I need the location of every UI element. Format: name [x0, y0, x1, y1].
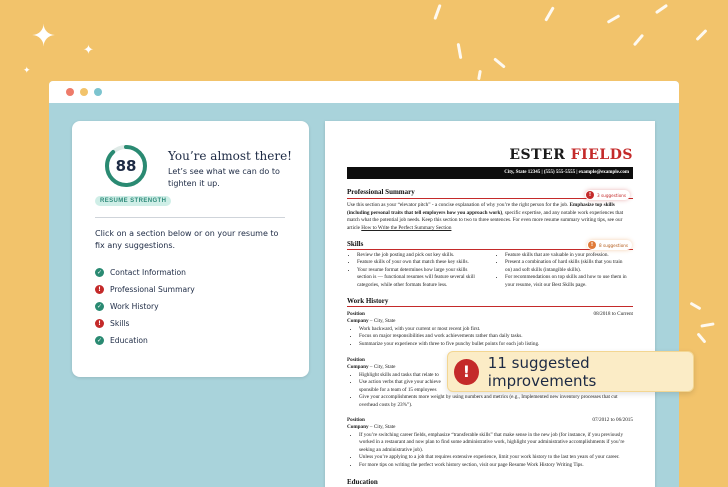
- list-item: • Review the job posting and pick out key skills.: [357, 252, 479, 259]
- list-item: • Feature skills that are valuable in your profession.: [505, 252, 627, 259]
- job-heading: [347, 311, 395, 326]
- window-minimize-dot[interactable]: [80, 88, 88, 96]
- job-position: Position: [347, 357, 365, 363]
- section-item-work-history[interactable]: [95, 298, 195, 315]
- decorative-dash: [633, 34, 644, 47]
- score-subline: Let’s see what we can do to tighten it up.: [168, 167, 280, 188]
- job-location: – City, State: [369, 424, 396, 431]
- sparkle-icon: ✦: [83, 43, 94, 58]
- list-item: • Summarize your experience with three to five punchy bullet points for each job listing.: [359, 341, 637, 348]
- resume-name: [509, 147, 633, 163]
- summary-text: Use this section as your “elevator pitch” - a concise explanation of why you’re the right person for the job.: [347, 202, 569, 208]
- skills-left-column[interactable]: [347, 252, 479, 289]
- decorative-dash: [477, 70, 482, 80]
- decorative-dash: [457, 43, 463, 59]
- decorative-dash: [700, 322, 714, 327]
- list-item: • Present a combination of hard skills (skills that you train on) and soft skills (intangible skills).: [505, 259, 627, 274]
- check-icon: ✓: [96, 268, 103, 276]
- list-item: • If you’re switching career fields, emphasize “transferable skills” that make sense in the new job (for instance, if you previously worked in a restaurant and now plan to find some administrative work, highlight your administrative accomplishments if you’re seeking an administrative job).: [359, 432, 637, 454]
- section-label: Skills: [110, 319, 130, 328]
- first-name: ESTER: [509, 147, 566, 163]
- job-company: Company: [347, 424, 369, 431]
- section-label: Education: [110, 336, 148, 345]
- job-company: Company: [347, 364, 369, 371]
- list-item: sponsible for a team of 15 employees: [359, 386, 437, 393]
- decorative-dash: [655, 4, 668, 14]
- alert-icon: !: [95, 285, 104, 294]
- sparkle-icon: ✦: [31, 19, 57, 54]
- last-name: FIELDS: [570, 147, 633, 163]
- suggestions-count: 8 suggestions: [599, 242, 629, 248]
- job-company: Company: [347, 318, 369, 325]
- alert-icon: !: [586, 191, 594, 199]
- summary-link[interactable]: How to Write the Perfect Summary Section: [361, 224, 452, 231]
- list-item: • For recommendations on top skills and how to use them in your resume, visit our Best Skills page.: [505, 274, 627, 289]
- decorative-dash: [544, 6, 555, 21]
- section-item-education[interactable]: [95, 332, 195, 349]
- check-icon: ✓: [96, 302, 103, 310]
- list-item: • Give your accomplishments more weight by using numbers and metrics (e.g., Implemented new inventory processes that cut overhead costs by 23%”).: [359, 394, 637, 409]
- instruction-text: Click on a section below or on your resume to fix any suggestions.: [95, 229, 279, 250]
- job-position: Position: [347, 417, 365, 423]
- suggested-improvements-callout[interactable]: [447, 351, 694, 392]
- list-item: • Your resume format determines how large your skills section is — functional resumes will feature several skill categories, while other formats feature less.: [357, 267, 479, 289]
- job-dates: 08/2018 to Current: [593, 311, 633, 317]
- summary-suggestions-badge[interactable]: [585, 190, 630, 200]
- score-ring: [103, 143, 149, 189]
- suggestions-count: 3 suggestions: [597, 192, 627, 198]
- summary-title[interactable]: Professional Summary: [347, 188, 415, 196]
- section-list: [95, 264, 195, 349]
- section-label: Contact Information: [110, 268, 186, 277]
- list-item: • Highlight skills and tasks that relate to: [359, 372, 637, 379]
- score-value: 88: [115, 157, 137, 175]
- window-maximize-dot[interactable]: [94, 88, 102, 96]
- job-location: – City, State: [369, 318, 396, 325]
- list-item: • Work backward, with your current or most recent job first.: [359, 326, 637, 333]
- section-item-skills[interactable]: [95, 315, 195, 332]
- resume-strength-badge: RESUME STRENGTH: [95, 196, 171, 206]
- section-item-professional-summary[interactable]: [95, 281, 195, 298]
- sparkle-icon: ✦: [23, 66, 31, 76]
- check-icon: ✓: [96, 336, 103, 344]
- job-bullets[interactable]: [347, 326, 637, 348]
- job-dates: 07/2012 to 06/2015: [592, 417, 633, 423]
- contact-bar[interactable]: City, State 12345 | (555) 555-5555 | example@example.com: [347, 167, 633, 179]
- list-item: • Feature skills of your own that match these key skills.: [357, 259, 479, 266]
- job-heading: [347, 417, 395, 432]
- alert-icon: !: [588, 241, 596, 249]
- list-item: • Use action verbs that give your achieve: [359, 379, 637, 386]
- decorative-dash: [690, 302, 702, 311]
- alert-icon: !: [95, 319, 104, 328]
- decorative-dash: [433, 4, 441, 20]
- decorative-dash: [607, 14, 621, 24]
- section-label: Professional Summary: [110, 285, 195, 294]
- divider: [95, 217, 285, 218]
- browser-chrome: [49, 81, 679, 103]
- score-card: [72, 121, 309, 377]
- score-headline: You’re almost there!: [168, 149, 293, 163]
- list-item: • For more tips on writing the perfect work history section, visit our page Resume Work History Writing Tips.: [359, 462, 637, 469]
- skills-suggestions-badge[interactable]: [587, 240, 632, 250]
- job-bullets[interactable]: [347, 432, 637, 469]
- education-title[interactable]: Education: [347, 478, 378, 486]
- skills-right-column[interactable]: [495, 252, 627, 289]
- alert-icon: !: [454, 359, 479, 385]
- summary-emphasis: Emphasize top skills (including personal traits that tell employers how you approach work): [347, 202, 615, 216]
- list-item: • Unless you’re applying to a job that requires extensive experience, limit your work history to the last ten years of your career.: [359, 454, 637, 461]
- callout-text: 11 suggested improvements: [487, 353, 597, 390]
- window-close-dot[interactable]: [66, 88, 74, 96]
- decorative-dash: [695, 29, 707, 41]
- list-item: • Focus on major responsibilities and work achievements rather than daily tasks.: [359, 333, 637, 340]
- job-heading: [347, 357, 395, 372]
- job-position: Position: [347, 311, 365, 317]
- resume-document[interactable]: [325, 121, 655, 487]
- section-label: Work History: [110, 302, 159, 311]
- summary-text: , specific expertise, and any notable work experiences that match what the potential job needs. Keep this section to two to three sentences. For even more resume summary writing tips, see our article: [347, 209, 624, 231]
- summary-paragraph[interactable]: [347, 202, 633, 232]
- work-history-title[interactable]: Work History: [347, 297, 389, 305]
- section-rule: [347, 306, 633, 307]
- decorative-dash: [696, 332, 706, 343]
- decorative-dash: [493, 57, 506, 68]
- skills-title[interactable]: Skills: [347, 240, 364, 248]
- section-item-contact-information[interactable]: [95, 264, 195, 281]
- job-location: – City, State: [369, 364, 396, 371]
- browser-window: [49, 81, 679, 487]
